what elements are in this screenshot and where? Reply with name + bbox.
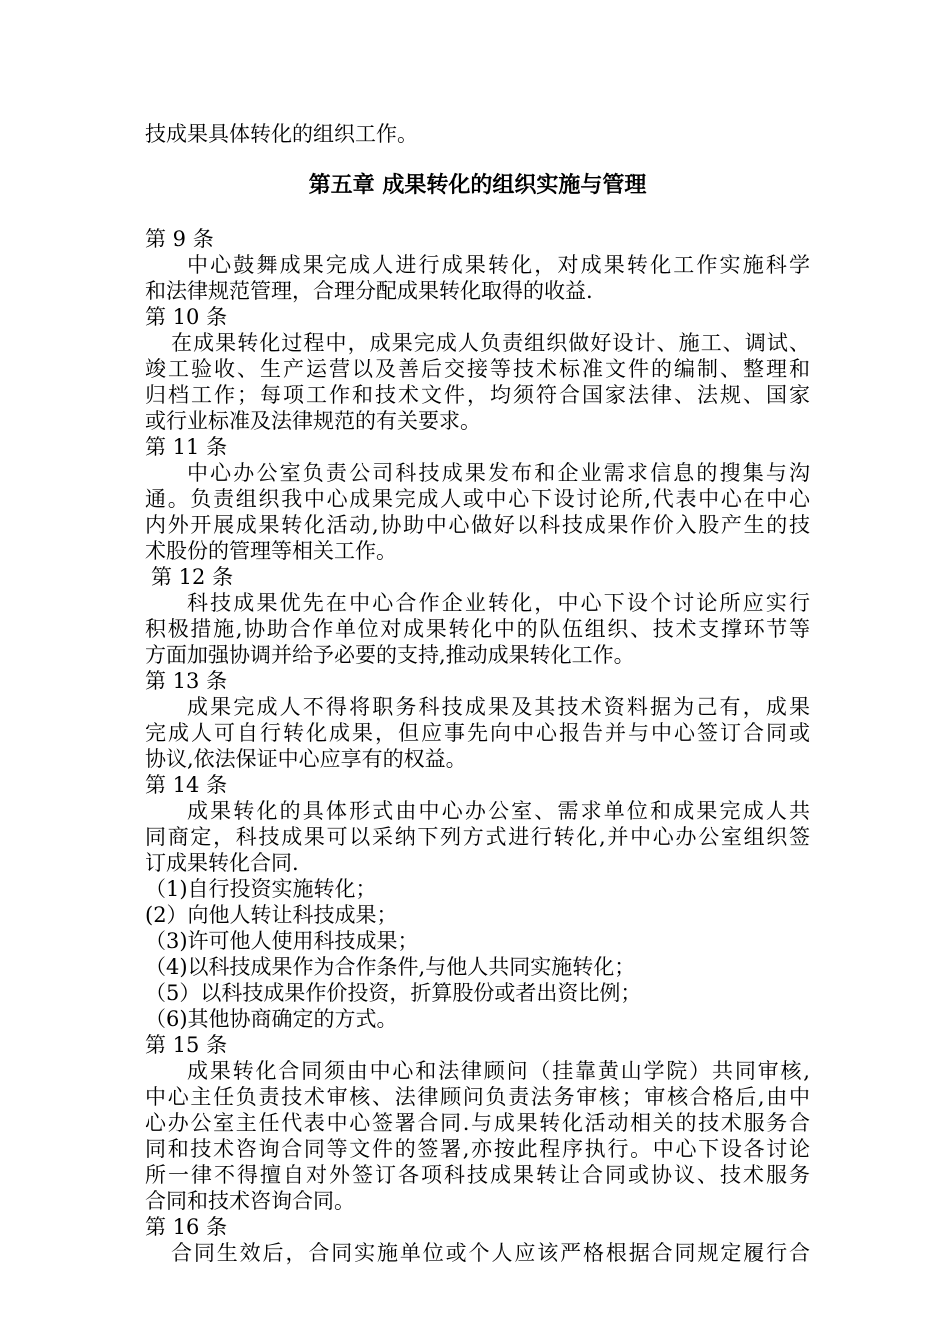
paragraph-line: 心办公室主任代表中心签署合同.与成果转化活动相关的技术服务合 (145, 1111, 810, 1135)
article-13 (145, 668, 810, 772)
paragraph-line: 和法律规范管理，合理分配成果转化取得的收益. (145, 279, 593, 303)
list-item: （1)自行投资实施转化； (145, 877, 377, 901)
article-11 (145, 434, 810, 564)
article-14 (145, 772, 810, 1032)
paragraph-line: 中心鼓舞成果完成人进行成果转化，对成果转化工作实施科学 (187, 253, 810, 277)
article-paragraph (145, 1058, 810, 1214)
list-item: (2）向他人转让科技成果； (145, 903, 398, 927)
article-paragraph (145, 330, 810, 434)
list-item: （6)其他协商确定的方式。 (145, 1007, 398, 1031)
paragraph-line: 内外开展成果转化活动,协助中心做好以科技成果作价入股产生的技 (145, 513, 810, 537)
list-item: （3)许可他人使用科技成果； (145, 929, 419, 953)
article-heading: 第 9 条 (145, 227, 214, 251)
paragraph-line: 同和技术咨询合同等文件的签署,亦按此程序执行。中心下设各讨论 (145, 1137, 810, 1161)
article-paragraph (145, 694, 810, 772)
article-heading: 第 10 条 (145, 305, 228, 329)
paragraph-line: 合同和技术咨询合同。 (145, 1189, 355, 1213)
paragraph-line: 术股份的管理等相关工作。 (145, 539, 397, 563)
article-paragraph (145, 252, 810, 304)
list-item: （4)以科技成果作为合作条件,与他人共同实施转化； (145, 955, 636, 979)
paragraph-line: 积极措施,协助合作单位对成果转化中的队伍组织、技术支撑环节等 (145, 617, 810, 641)
paragraph-line: 中心办公室负责公司科技成果发布和企业需求信息的搜集与沟 (187, 461, 810, 485)
article-heading: 第 15 条 (145, 1033, 228, 1057)
article-paragraph (145, 460, 810, 564)
article-heading: 第 16 条 (145, 1215, 228, 1239)
paragraph-line: 订成果转化合同. (145, 851, 299, 875)
paragraph-line: 竣工验收、生产运营以及善后交接等技术标准文件的编制、整理和 (145, 357, 810, 381)
article-12 (145, 564, 810, 668)
paragraph-line: 合同生效后，合同实施单位或个人应该严格根据合同规定履行合 (171, 1241, 810, 1265)
article-paragraph (145, 590, 810, 668)
intro-line: 技成果具体转化的组织工作。 (145, 122, 418, 146)
article-heading: 第 14 条 (145, 773, 228, 797)
article-heading: 第 13 条 (145, 669, 228, 693)
article-heading: 第 12 条 (151, 565, 234, 589)
paragraph-line: 在成果转化过程中，成果完成人负责组织做好设计、施工、调试、 (171, 331, 810, 355)
paragraph-line: 通。负责组织我中心成果完成人或中心下设讨论所,代表中心在中心 (145, 487, 810, 511)
paragraph-line: 协议,依法保证中心应享有的权益。 (145, 747, 467, 771)
paragraph-line: 同商定，科技成果可以采纳下列方式进行转化,并中心办公室组织签 (145, 825, 810, 849)
paragraph-line: 方面加强协调并给予必要的支持,推动成果转化工作。 (145, 643, 635, 667)
paragraph-line: 完成人可自行转化成果，但应事先向中心报告并与中心签订合同或 (145, 721, 810, 745)
article-paragraph (145, 798, 810, 876)
paragraph-line: 成果完成人不得将职务科技成果及其技术资料据为己有，成果 (187, 695, 810, 719)
article-15 (145, 1032, 810, 1214)
article-10 (145, 304, 810, 434)
paragraph-line: 成果转化的具体形式由中心办公室、需求单位和成果完成人共 (187, 799, 810, 823)
paragraph-line: 中心主任负责技术审核、法律顾问负责法务审核；审核合格后,由中 (145, 1085, 810, 1109)
document-body (145, 121, 810, 1266)
article-9 (145, 226, 810, 304)
paragraph-line: 成果转化合同须由中心和法律顾问（挂靠黄山学院）共同审核, (187, 1059, 810, 1083)
paragraph-line: 科技成果优先在中心合作企业转化，中心下设个讨论所应实行 (187, 591, 810, 615)
list-item: （5）以科技成果作价投资，折算股份或者出资比例； (145, 981, 642, 1005)
article-16 (145, 1214, 810, 1266)
paragraph-line: 或行业标准及法律规范的有关要求。 (145, 409, 481, 433)
article-paragraph (145, 1240, 810, 1266)
method-list (145, 876, 810, 1032)
article-heading: 第 11 条 (145, 435, 228, 459)
paragraph-line: 归档工作；每项工作和技术文件，均须符合国家法律、法规、国家 (145, 383, 810, 407)
paragraph-line: 所一律不得擅自对外签订各项科技成果转让合同或协议、技术服务 (145, 1163, 810, 1187)
chapter-title: 第五章 成果转化的组织实施与管理 (308, 173, 647, 198)
